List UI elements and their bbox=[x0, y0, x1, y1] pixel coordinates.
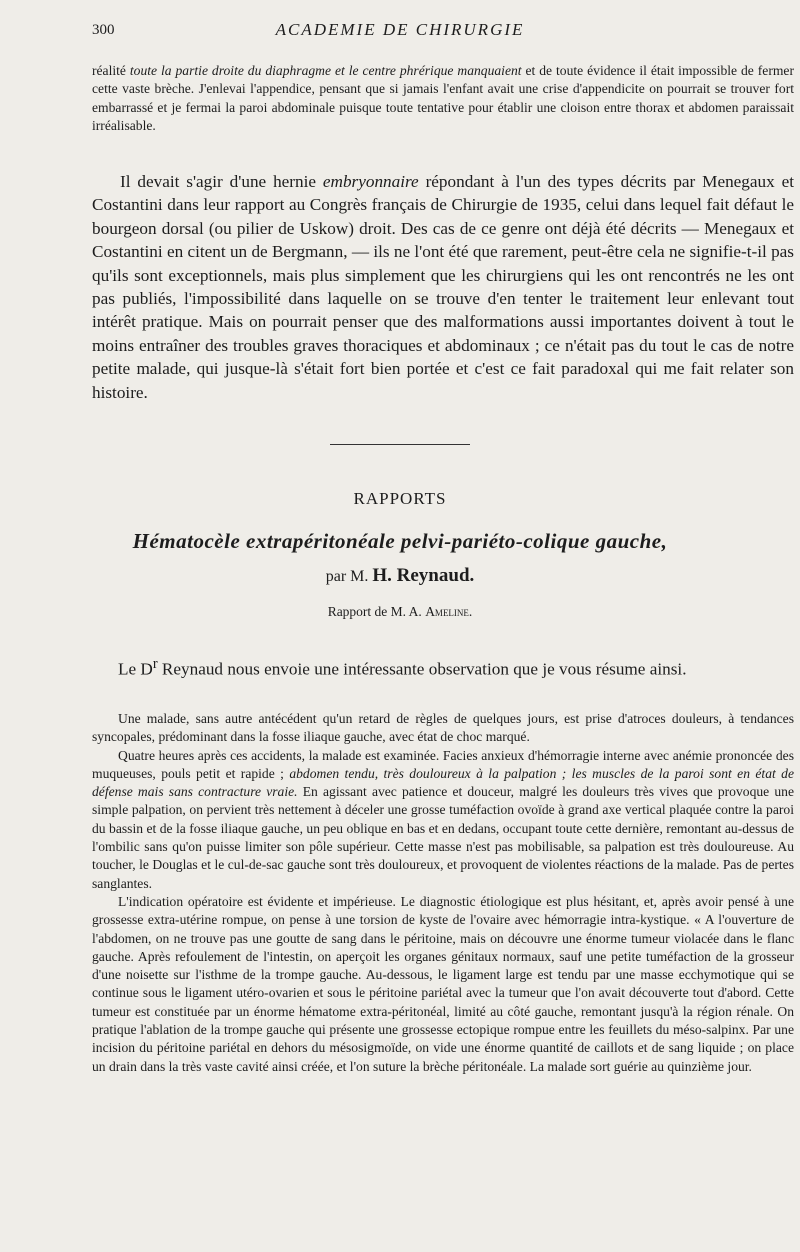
continuation-text-end: et de toute évidence il était impossible de fermer cette vaste brèche. J'enlevai l'appendice, pensant que si jamais l'enfant avait une crise d'appendicite on pourrait se trouver fort embarrassé et je fermai la paroi abdominale puisque toute tentative pour établir une cloison entre thorax et abdomen paraissait irréalisable. bbox=[92, 63, 794, 133]
section-divider bbox=[330, 444, 470, 445]
discussion-emphasis: embryonnaire bbox=[322, 172, 419, 191]
observation-2-emphasis: abdomen tendu, très douloureux à la palpation ; les muscles de la paroi sont en état de défense mais sans contracture vraie. bbox=[92, 765, 794, 800]
article-title: Hématocèle extrapéritonéale pelvi-pariéto-colique gauche, bbox=[132, 529, 668, 553]
intro-text-end: Reynaud nous envoie une intéressante observation que je vous résume ainsi. bbox=[157, 659, 687, 679]
discussion-text-start: Il devait s'agir d'une hernie bbox=[120, 172, 323, 191]
reporter-name: Ameline. bbox=[425, 604, 473, 619]
author-name: H. Reynaud. bbox=[372, 565, 475, 586]
observation-paragraph-1: Une malade, sans autre antécédent qu'un retard de règles de quelques jours, est prise d'atroces douleurs, à tendances syncopales, prédominant dans la fosse iliaque gauche, avec état de choc marqué. bbox=[92, 711, 794, 745]
intro-paragraph bbox=[92, 653, 794, 681]
byline bbox=[0, 565, 800, 587]
section-heading: RAPPORTS bbox=[353, 489, 447, 508]
intro-text-start: Le D bbox=[118, 659, 153, 679]
continuation-text-start: réalité bbox=[92, 63, 130, 78]
discussion-paragraph bbox=[92, 170, 794, 404]
observation-paragraph-2 bbox=[92, 747, 794, 893]
page-header bbox=[0, 18, 800, 48]
discussion-text-end: répondant à l'un des types décrits par Menegaux et Costantini dans leur rapport au Congrès français de Chirurgie de 1935, celui dans lequel fait défaut le bourgeon dorsal (ou pilier de Uskow) droit. Des cas de ce genre ont déjà été décrits — Menegaux et Costantini en citent un de Bergmann, — ils ne l'ont été que rarement, peut-être cela ne signifie-t-il pas qu'ils sont exceptionnels, mais plus simplement que les chirurgiens qui les ont rencontrés ne les ont pas publiés, l'impossibilité dans laquelle on se trouve d'en tenter le traitement leur enlevant tout intérêt pratique. Mais on pourrait penser que des malformations aussi importantes doivent à tout le moins entraîner des troubles graves thoraciques et abdominaux ; ce n'était pas du tout le cas de notre petite malade, qui jusque-là s'était fort bien portée et c'est ce fait paradoxal qui me fait relater son histoire. bbox=[92, 172, 795, 402]
continuation-emphasis: toute la partie droite du diaphragme et le centre phrérique manquaient bbox=[129, 63, 522, 78]
observation-paragraph-3: L'indication opératoire est évidente et impérieuse. Le diagnostic étiologique est plus hésitant, et, après avoir pensé à une grossesse extra-utérine rompue, on pense à une torsion de kyste de l'ovaire avec hémorragie intra-kystique. « A l'ouverture de l'abdomen, on ne trouve pas une goutte de sang dans le péritoine, mais on découvre une énorme tumeur violacée dans le flanc gauche. Après refoulement de l'intestin, on aperçoit les organes génitaux normaux, sauf une petite tuméfaction de la grosseur d'une noisette sur l'isthme de la trompe gauche. Au-dessous, le ligament large est tendu par une masse ecchymotique qui se continue sous le ligament utéro-ovarien et sous le péritoine pariétal avec la tumeur que l'on avait découverte tout d'abord. Cette tumeur est constituée par un énorme hématome extra-péritonéal, limité au côté gauche, remontant jusqu'à la région rénale. On pratique l'ablation de la trompe gauche qui présente une grossesse ectopique rompue entre les feuillets du méso-salpinx. Par une incision du péritoine pariétal en dehors du mésosigmoïde, on vide une énorme quantité de caillots et de sang liquide ; on place un drain dans la très vaste cavité ainsi créée, et l'on suture la brèche péritonéale. La malade sort guérie au quinzième jour. bbox=[92, 893, 794, 1074]
observation-2-end: En agissant avec patience et douceur, malgré les douleurs très vives que provoque une simple palpation, on pervient très nettement à déceler une grosse tuméfaction ovoïde à grand axe vertical plaquée contre la paroi du bassin et de la fosse iliaque gauche, un peu oblique en bas et en dedans, occupant toute cette dernière, remontant au-dessus de l'ombilic sans qu'on puisse limiter son pôle supérieur. Cette masse n'est pas mobilisable, sa palpation est très douloureuse. Au toucher, le Douglas et le cul-de-sac gauche sont très douloureux, et provoquent de violentes réactions de la malade. Pas de pertes sanglantes. bbox=[92, 784, 794, 891]
byline-prefix: par M. bbox=[325, 568, 373, 585]
continuation-paragraph bbox=[92, 62, 794, 135]
page-number: 300 bbox=[92, 22, 115, 38]
report-attribution bbox=[0, 604, 800, 620]
running-title: ACADEMIE DE CHIRURGIE bbox=[275, 20, 525, 39]
observation-text bbox=[92, 710, 794, 1076]
report-prefix: Rapport de M. A. bbox=[327, 604, 426, 619]
intro-superscript: r bbox=[152, 656, 158, 672]
observation-2-start: Quatre heures après ces accidents, la malade est examinée. Facies anxieux d'hémorragie interne avec anémie prononcée des muqueuses, pouls petit et rapide ; bbox=[92, 747, 794, 781]
